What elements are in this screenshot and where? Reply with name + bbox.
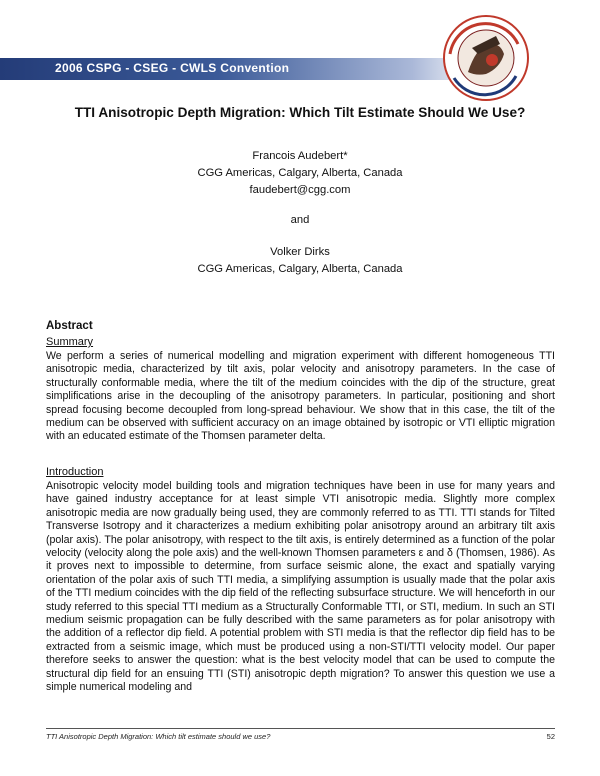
paper-title: TTI Anisotropic Depth Migration: Which Tilt Estimate Should We Use? bbox=[74, 105, 526, 120]
author-2: Volker Dirks bbox=[270, 246, 330, 258]
abstract-heading: Abstract bbox=[46, 320, 93, 332]
page-number: 52 bbox=[546, 732, 555, 741]
convention-banner bbox=[0, 58, 485, 80]
affiliation-1: CGG Americas, Calgary, Alberta, Canada bbox=[197, 167, 403, 179]
affiliation-2: CGG Americas, Calgary, Alberta, Canada bbox=[197, 263, 403, 275]
introduction-paragraph: Anisotropic velocity model building tools and migration techniques have been in use for many years and have gained industry acceptance for at least simple VTI anisotropic media. Slightly more complex anisotropic media are now gradually being used, they are commonly referred to as TTI. TTI stands for Tilted Transverse Isotropy and it characterizes a medium exhibiting polar anisotropy around an arbitrary tilt axis (polar axis). The polar anisotropy, with respect to the tilt axis, is entirely determined as a function of the polar velocity (velocity along the pole axis) and the well-known Thomsen parameters ε and δ (Thomsen, 1986). As it proves next to impossible to determine, from surface seismic alone, the exact and spatially varying orientation of the polar axis of such TTI media, a simplifying assumption is usually made that the polar axis of the TTI medium coincides with the dip field of the reflecting subsurface structure. We will henceforth in our study referred to this special TTI medium as a Structurally Conformable TTI, or STI, medium. In such an STI medium seismic propagation can be fully described with the same parameters as for polar anisotropy with the addition of a reflector dip field. A potential problem with STI media is that the reflector dip field has to be extracted from a seismic image, which must be produced using a non-STI/TTI velocity model. Our paper therefore seeks to answer the question: what is the best velocity model that can be used to compute the structural dip field for an ensuing TTI (STI) anisotropic depth migration? To answer this question we use a simple numerical modeling and bbox=[46, 480, 555, 694]
and-separator: and bbox=[290, 214, 310, 226]
summary-paragraph: We perform a series of numerical modelling and migration experiment with different homogeneous TTI anisotropic media, characterized by tilt axis, polar velocity and anisotropy parameters. In the case of structurally conformable media, where the tilt of the medium coincides with the dip of the structure, great simplifications arise in the decoupling of the anisotropy parameters. In particular, positioning and short spread focusing become decoupled from long-spread behaviour. We show that in this case, the tilt of the medium can be observed with sufficient accuracy on an image obtained by isotropic or VTI elliptic migration with an educated estimate of the Thomsen parameter delta. bbox=[46, 350, 555, 443]
email-1[interactable]: faudebert@cgg.com bbox=[249, 184, 351, 196]
convention-logo bbox=[442, 14, 530, 102]
summary-heading: Summary bbox=[46, 336, 94, 348]
author-1: Francois Audebert* bbox=[252, 150, 348, 162]
footer-divider bbox=[46, 728, 555, 729]
banner-title: 2006 CSPG - CSEG - CWLS Convention bbox=[55, 61, 290, 75]
footer-running-title: TTI Anisotropic Depth Migration: Which tilt estimate should we use? bbox=[46, 732, 271, 741]
introduction-heading: Introduction bbox=[46, 466, 104, 478]
